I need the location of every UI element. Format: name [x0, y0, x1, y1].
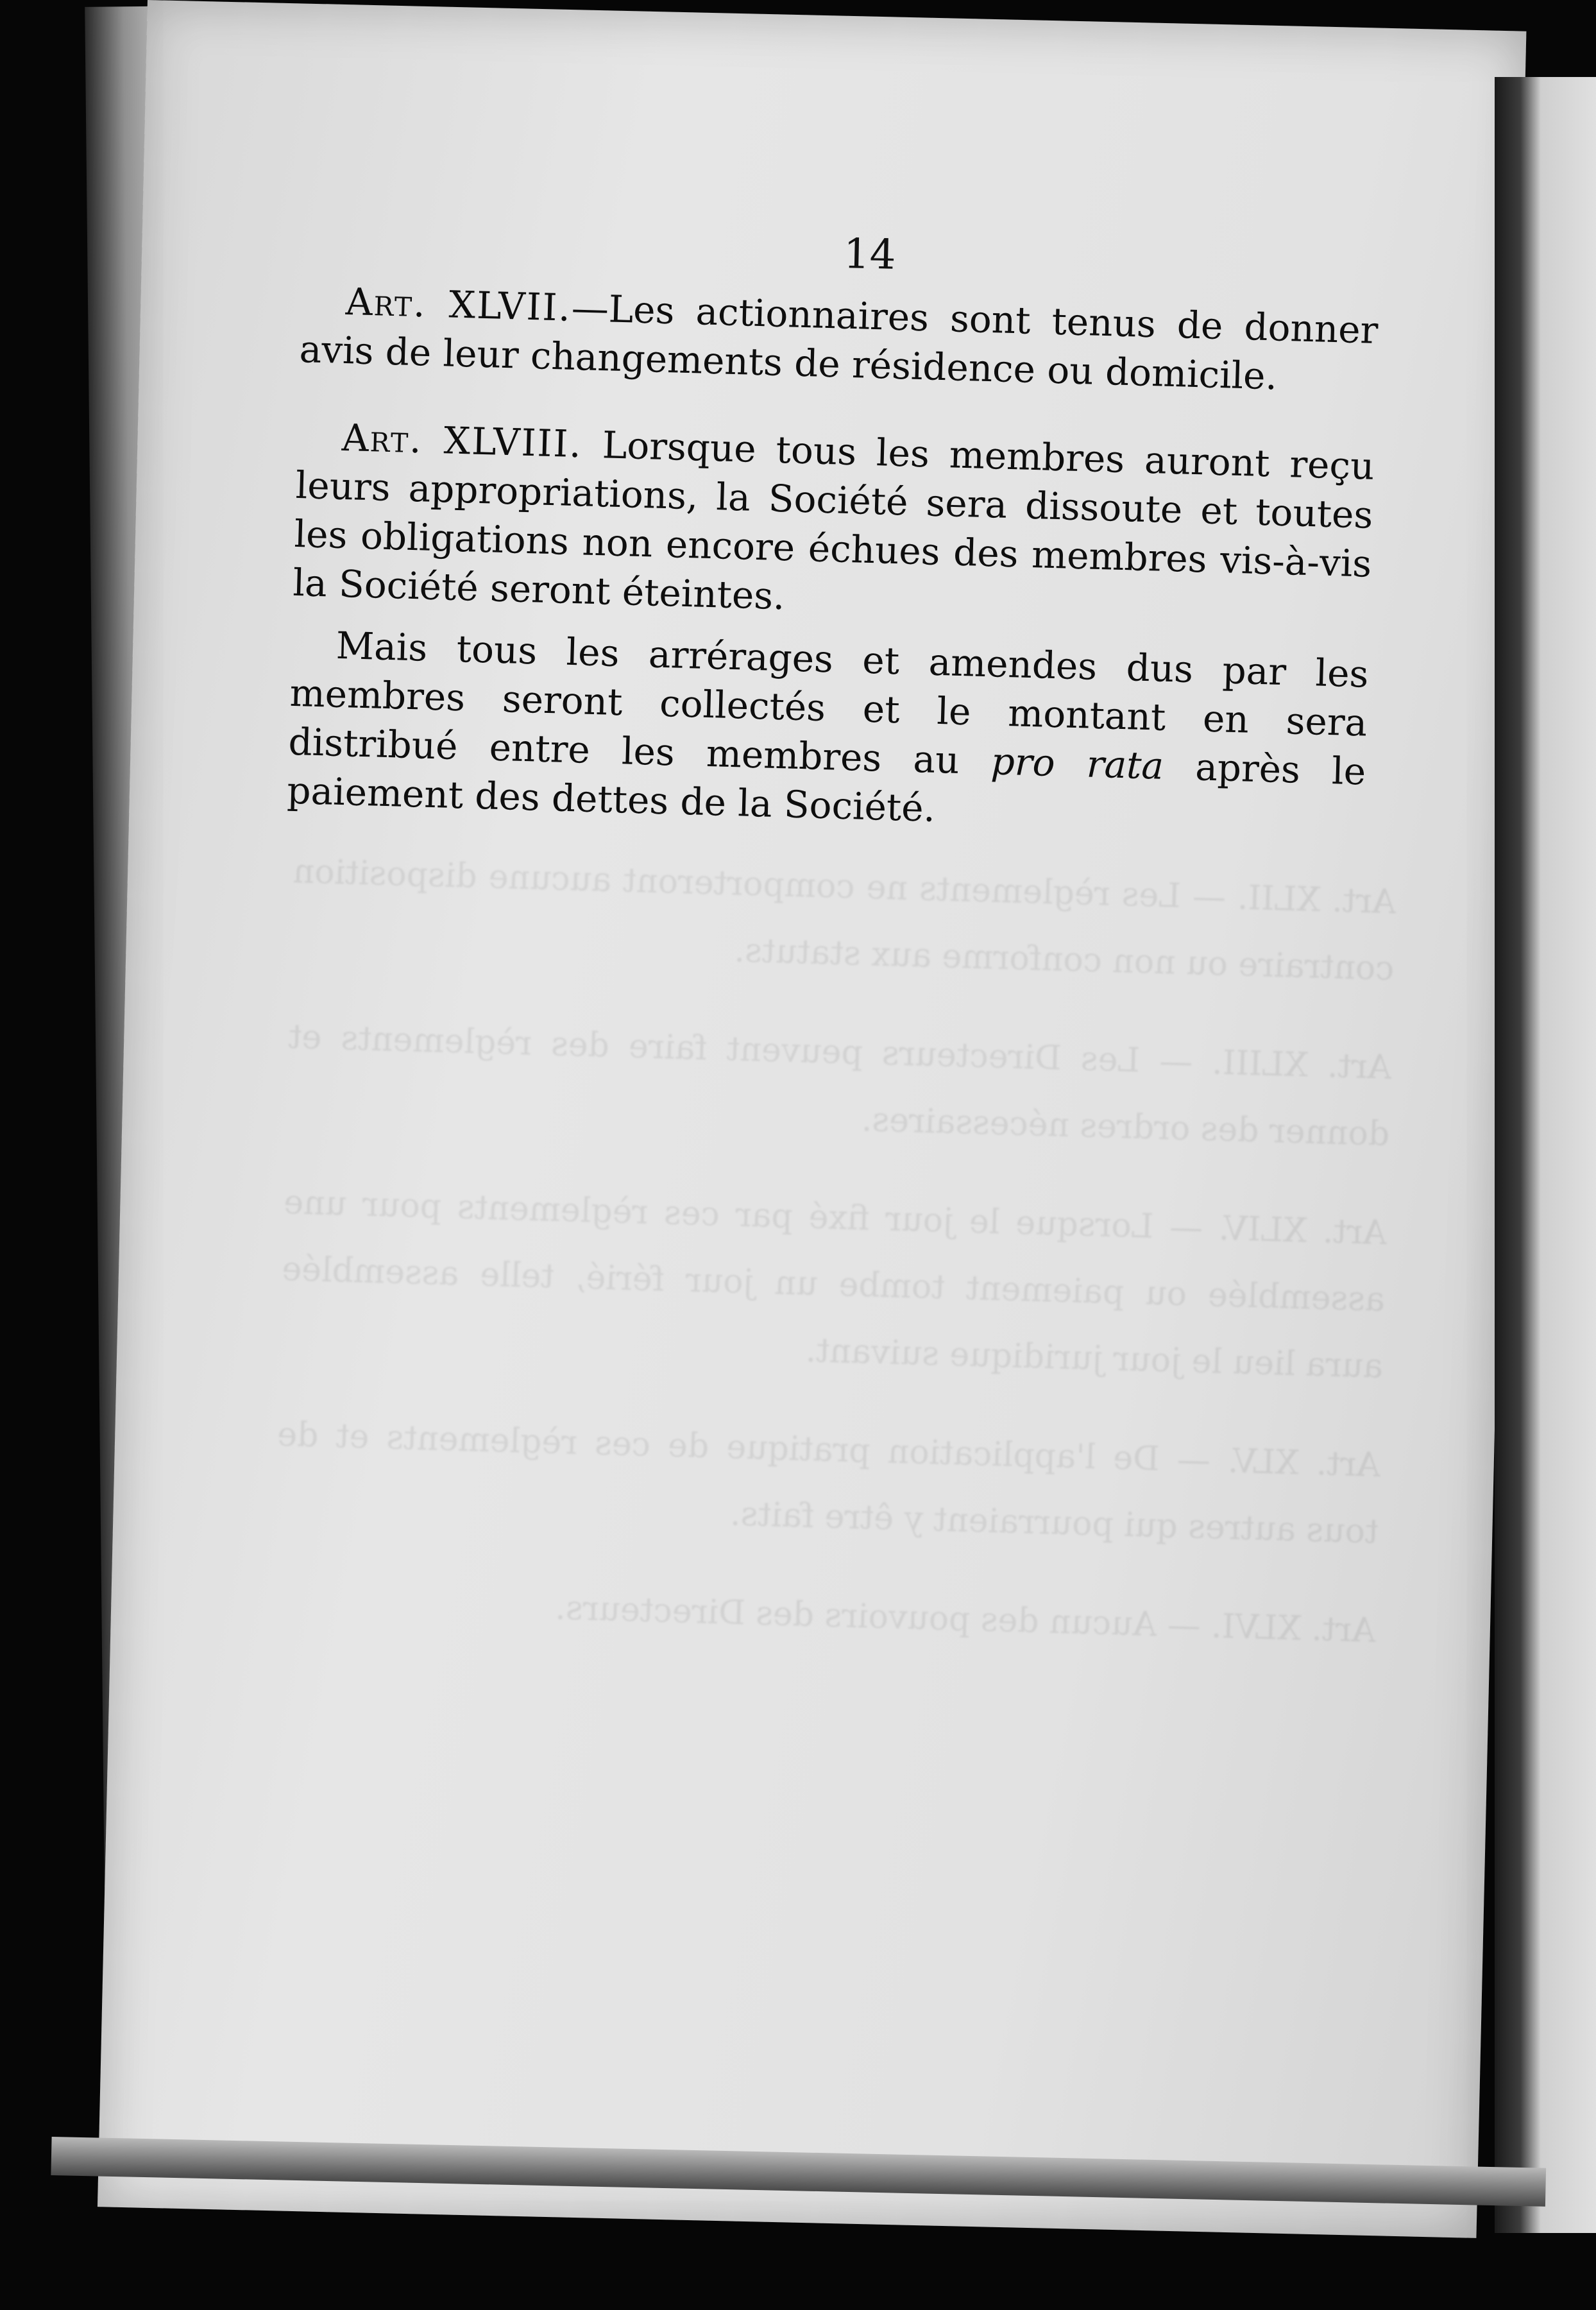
continuation-italic: pro rata [990, 739, 1165, 788]
article-47-label: Art. XLVII. [344, 279, 572, 330]
article-48 [293, 412, 1375, 637]
bleed-through-text: Art. XLII. — Les règlements ne comporteront aucune disposition contraire ou non conforme aux statuts. Art. XLIII. — Les Directeurs peuvent faire des règlements et donner des ordres nécessaires. Art. XLIV. — Lorsque le jour fixé par ces règlements pour une assemblée ou paiement tombe un jour férié, telle assemblée aura lieu le jour juridique suivant. Art. XLV. — De l'application pratique de ces règlements et de tous autres qui pourraient y être faits. Art. XLVI. — Aucun des pouvoirs des Directeurs. [276, 852, 1397, 1650]
continuation-text-after: après le paiement des dettes de la Société. [286, 744, 1367, 830]
continuation-text-before: Mais tous les arrérages et amendes dus par les membres seront collectés et le montant en sera distribué entre les membres au [287, 623, 1370, 783]
article-47-text: —Les actionnaires sont tenus de donner avis de leur changements de résidence ou domicile. [298, 286, 1379, 398]
right-adjacent-page [1495, 77, 1596, 2233]
article-48-continuation [287, 620, 1370, 845]
article-48-text: Lorsque tous les membres auront reçu leurs appropriations, la Société sera dissoute et toutes les obligations non encore échues des membres vis-à-vis la Société seront éteintes. [292, 422, 1375, 619]
page-number: 14 [843, 230, 897, 279]
article-48-label: Art. XLVIII. [341, 415, 583, 466]
page-body [285, 276, 1379, 884]
